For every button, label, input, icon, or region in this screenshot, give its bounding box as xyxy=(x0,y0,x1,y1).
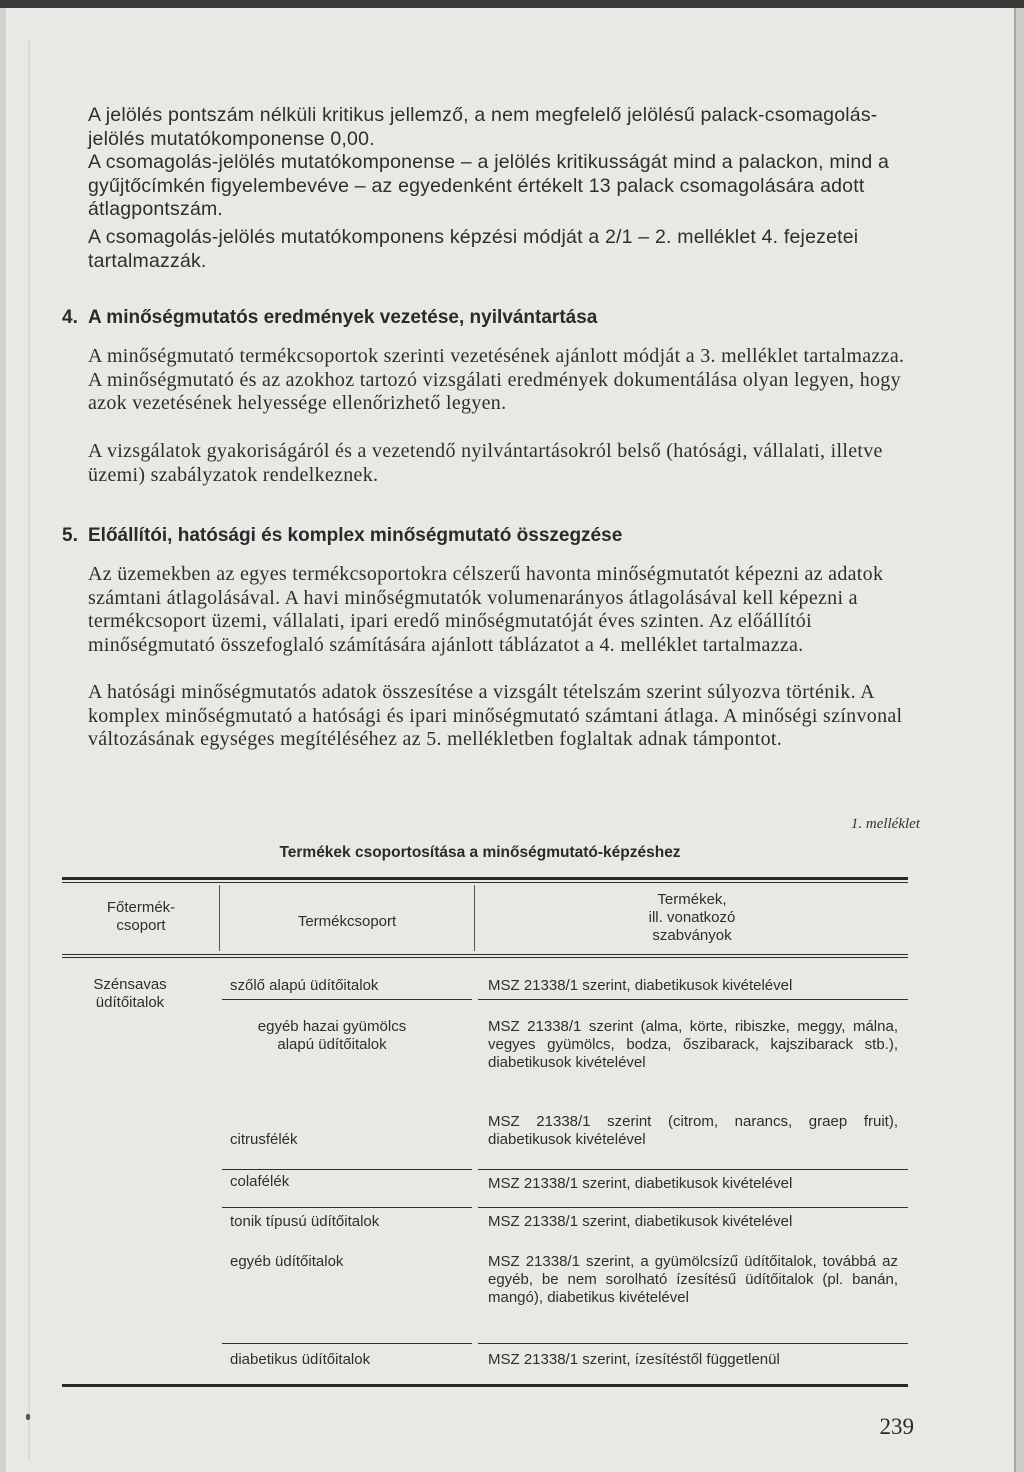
header-bottom-rule-inner xyxy=(62,957,908,958)
row-rule-group-4 xyxy=(222,1207,472,1208)
products-cell-7: MSZ 21338/1 szerint, ízesítéstől függetlenül xyxy=(488,1351,780,1368)
fold-line xyxy=(28,40,30,1460)
table-top-rule xyxy=(62,877,908,880)
row-rule-products-6 xyxy=(478,1343,908,1344)
products-cell-3: MSZ 21338/1 szerint (citrom, narancs, graep fruit), diabetikusok kivételével xyxy=(488,1113,898,1148)
top-rule xyxy=(0,0,1024,8)
annex-label: 1. melléklet xyxy=(850,816,920,832)
group-cell-5: tonik típusú üdítőitalok xyxy=(230,1213,380,1230)
table-top-rule-inner xyxy=(62,882,908,883)
products-cell-6: MSZ 21338/1 szerint, a gyümölcsízű üdítőitalok, továbbá az egyéb, be nem sorolható ízesítésű üdítőitalok (pl. banán, mangó), diabetikus kivételével xyxy=(488,1253,898,1306)
table-title: Termékek csoportosítása a minőségmutató-képzéshez xyxy=(279,844,681,861)
section-4-paragraph-2: A vizsgálatok gyakoriságáról és a vezetendő nyilvántartásokról belső (hatósági, vállalati, illetve üzemi) szabályzatok rendelkeznek. xyxy=(88,440,883,486)
page-left-edge xyxy=(0,8,6,1472)
header-bottom-rule xyxy=(62,954,908,955)
section-5-paragraph-2: A hatósági minőségmutatós adatok összesítése a vizsgált tételszám szerint súlyozva történik. A komplex minőségmutató a hatósági és ipari minőségmutató számtani átlaga. A minőségi színvonal változásának egységes megítéléséhez az 5. mellékletben foglaltak adnak támpontot. xyxy=(88,681,903,751)
products-cell-5: MSZ 21338/1 szerint, diabetikusok kivételével xyxy=(488,1213,793,1230)
section-5-heading xyxy=(62,524,942,548)
group-cell-2: egyéb hazai gyümölcs alapú üdítőitalok xyxy=(257,1018,407,1053)
scan-speck xyxy=(26,1414,30,1420)
section-5-paragraph-1: Az üzemekben az egyes termékcsoportokra célszerű havonta minőségmutatót képezni az adatok számtani átlagolásával. A havi minőségmutatók volumenarányos átlagolásával kell képezni a termékcsoport üzemi, vállalati, ipari eredő minőségmutatóját éves szinten. Az előállítói minőségmutató összefoglaló számítására ajánlott táblázatot a 4. melléklet tartalmazza. xyxy=(88,563,884,656)
group-cell-1: szőlő alapú üdítőitalok xyxy=(230,977,379,994)
section-4-paragraph-1: A minőségmutató termékcsoportok szerinti vezetésének ajánlott módját a 3. melléklet tartalmazza. A minőségmutató és az azokhoz tartozó vizsgálati eredmények dokumentálása olyan legyen, hogy azok vezetésének helyessége ellenőrizhető legyen. xyxy=(88,345,905,415)
page-number: 239 xyxy=(879,1414,914,1439)
section-5-number: 5. xyxy=(62,525,78,546)
row-rule-group-6 xyxy=(222,1343,472,1344)
row-rule-products-4 xyxy=(478,1207,908,1208)
table-bottom-rule xyxy=(62,1384,908,1387)
product-grouping-table xyxy=(62,877,908,1392)
row-rule-products-3 xyxy=(478,1169,908,1170)
group-cell-4: colafélék xyxy=(230,1173,290,1190)
products-cell-4: MSZ 21338/1 szerint, diabetikusok kivételével xyxy=(488,1175,793,1192)
header-divider-2 xyxy=(474,885,475,951)
section-5-title: Előállítói, hatósági és komplex minőségmutató összegzése xyxy=(88,525,623,546)
main-group-cell: Szénsavas üdítőitalok xyxy=(93,976,167,1011)
intro-paragraph-3: A csomagolás-jelölés mutatókomponens képzési módját a 2/1 – 2. melléklet 4. fejezetei tartalmazzák. xyxy=(88,226,859,272)
header-divider-1 xyxy=(219,885,220,951)
header-product-group: Termékcsoport xyxy=(297,913,397,930)
intro-paragraph-2: A csomagolás-jelölés mutatókomponense – a jelölés kritikusságát mind a palackon, mind a gyűjtőcímkén figyelembevéve – az egyedenként értékelt 13 palack csomagolására adott átlagpontszám. xyxy=(88,151,890,221)
header-main-group: Főtermék- csoport xyxy=(106,899,176,934)
products-cell-2: MSZ 21338/1 szerint (alma, körte, ribiszke, meggy, málna, vegyes gyümölcs, bodza, őszibarack, kajszibarack stb.), diabetikusok kivételével xyxy=(488,1018,898,1071)
row-rule-group-3 xyxy=(222,1169,472,1170)
group-cell-6: egyéb üdítőitalok xyxy=(230,1253,344,1270)
page-right-edge xyxy=(1014,8,1024,1472)
section-4-title: A minőségmutatós eredmények vezetése, nyilvántartása xyxy=(88,307,598,328)
intro-paragraph-1: A jelölés pontszám nélküli kritikus jellemző, a nem megfelelő jelölésű palack-csomagolás-jelölés mutatókomponense 0,00. xyxy=(88,104,878,150)
group-cell-7: diabetikus üdítőitalok xyxy=(230,1351,371,1368)
row-rule-group-1 xyxy=(222,999,472,1000)
section-4-heading xyxy=(62,306,942,330)
row-rule-products-1 xyxy=(478,999,908,1000)
products-cell-1: MSZ 21338/1 szerint, diabetikusok kivételével xyxy=(488,977,793,994)
header-products-standards: Termékek, ill. vonatkozó szabványok xyxy=(648,891,736,944)
section-4-number: 4. xyxy=(62,307,78,328)
group-cell-3: citrusfélék xyxy=(230,1131,298,1148)
